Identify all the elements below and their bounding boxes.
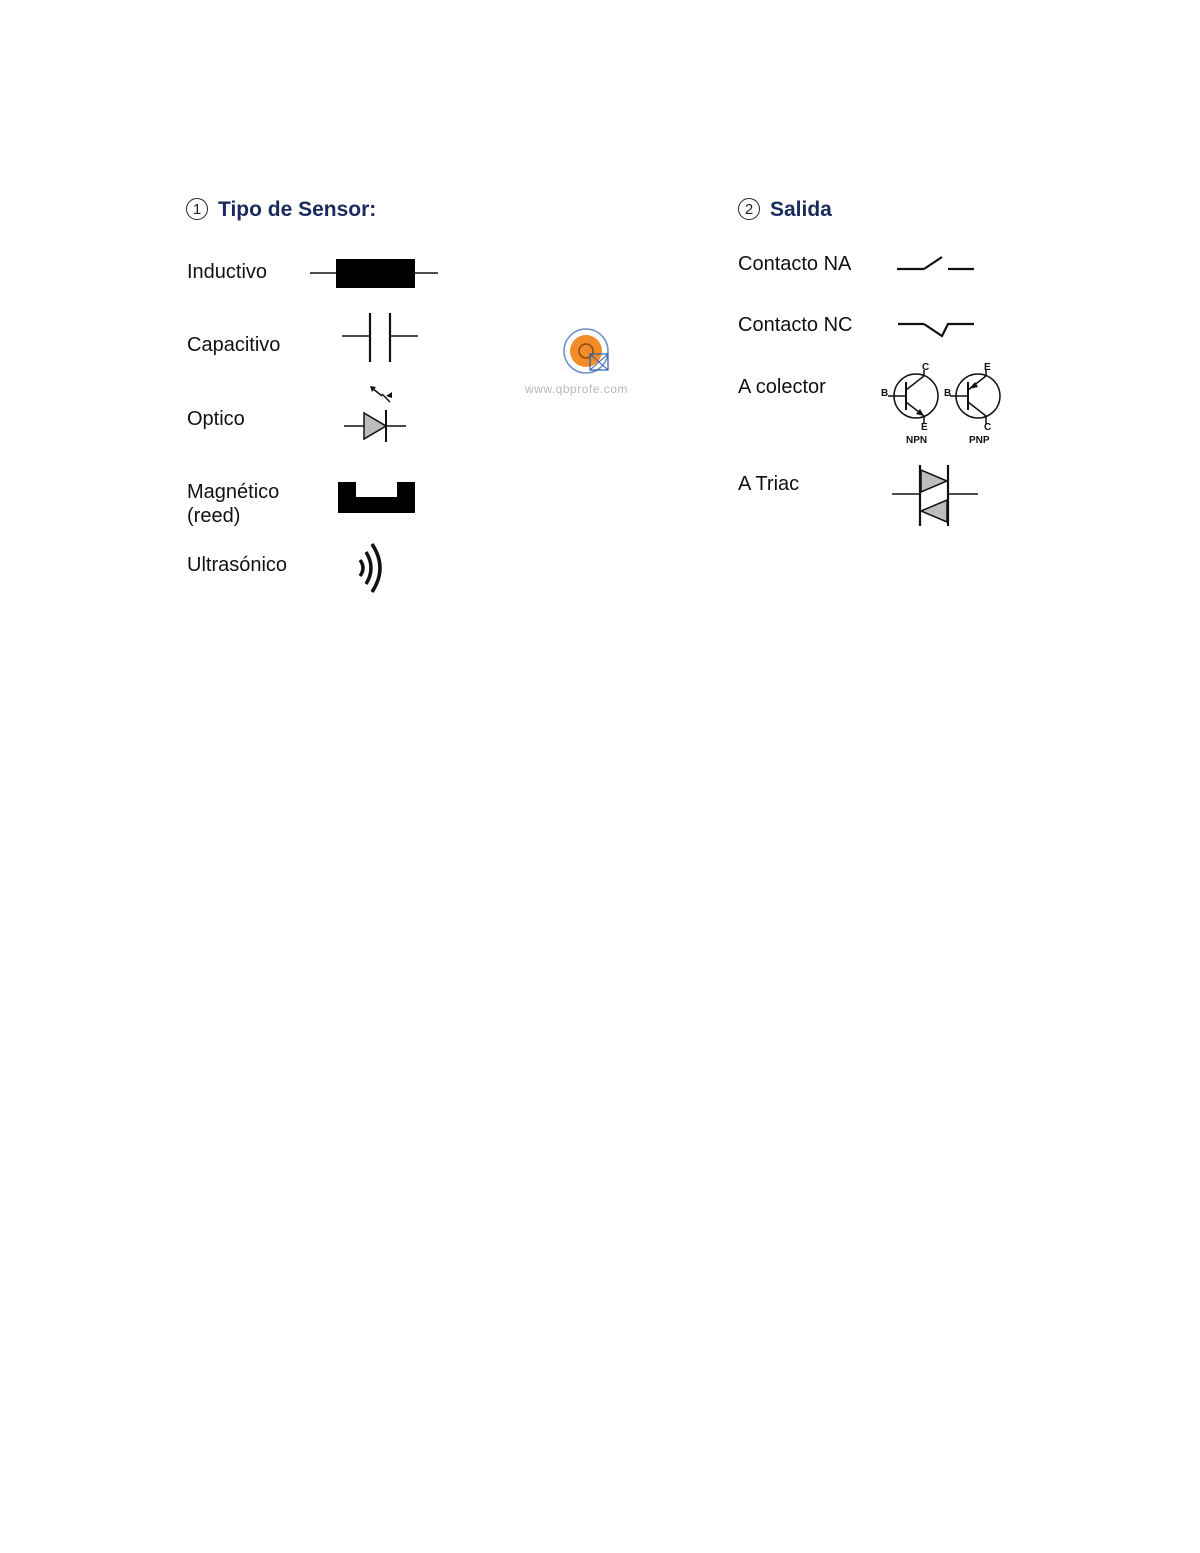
sensor-label-capacitivo: Capacitivo xyxy=(187,334,281,356)
normally-closed-contact-icon xyxy=(894,314,978,344)
normally-open-contact-icon xyxy=(894,252,978,278)
optical-sensor-icon xyxy=(342,384,410,446)
npn-c-label: C xyxy=(922,362,930,373)
sensor-label-optico: Optico xyxy=(187,408,245,430)
pnp-e-label: E xyxy=(984,362,991,373)
sensor-label-magnetico: Magnético xyxy=(187,481,280,503)
qbprofe-logo-icon xyxy=(558,326,616,378)
sensor-type-heading xyxy=(186,198,376,222)
pnp-b-label: B xyxy=(944,388,952,399)
sensor-label-reed: (reed) xyxy=(187,505,241,527)
output-title: Salida xyxy=(770,198,832,221)
npn-b-label: B xyxy=(881,388,889,399)
output-label-a-triac: A Triac xyxy=(738,473,800,495)
pnp-c-label: C xyxy=(984,422,992,433)
section-number-1: 1 xyxy=(186,198,208,220)
output-label-contacto-na: Contacto NA xyxy=(738,253,852,275)
sensor-label-ultrasonico: Ultrasónico xyxy=(187,554,288,576)
section-number-2: 2 xyxy=(738,198,760,220)
output-label-contacto-nc: Contacto NC xyxy=(738,314,853,336)
npn-e-label: E xyxy=(921,422,928,433)
transistor-npn-pnp-icon xyxy=(878,360,1006,450)
sensor-type-title: Tipo de Sensor: xyxy=(218,198,377,221)
ultrasonic-sensor-icon xyxy=(352,540,396,598)
npn-name-label: NPN xyxy=(906,435,928,446)
inductive-sensor-icon xyxy=(308,256,440,292)
output-label-a-colector: A colector xyxy=(738,376,826,398)
pnp-name-label: PNP xyxy=(969,435,990,446)
watermark-text: www.qbprofe.com xyxy=(525,382,628,396)
output-heading xyxy=(738,198,832,222)
capacitive-sensor-icon xyxy=(340,310,422,366)
sensor-label-inductivo: Inductivo xyxy=(187,261,268,283)
magnetic-reed-sensor-icon xyxy=(336,480,418,516)
triac-icon xyxy=(890,462,982,530)
